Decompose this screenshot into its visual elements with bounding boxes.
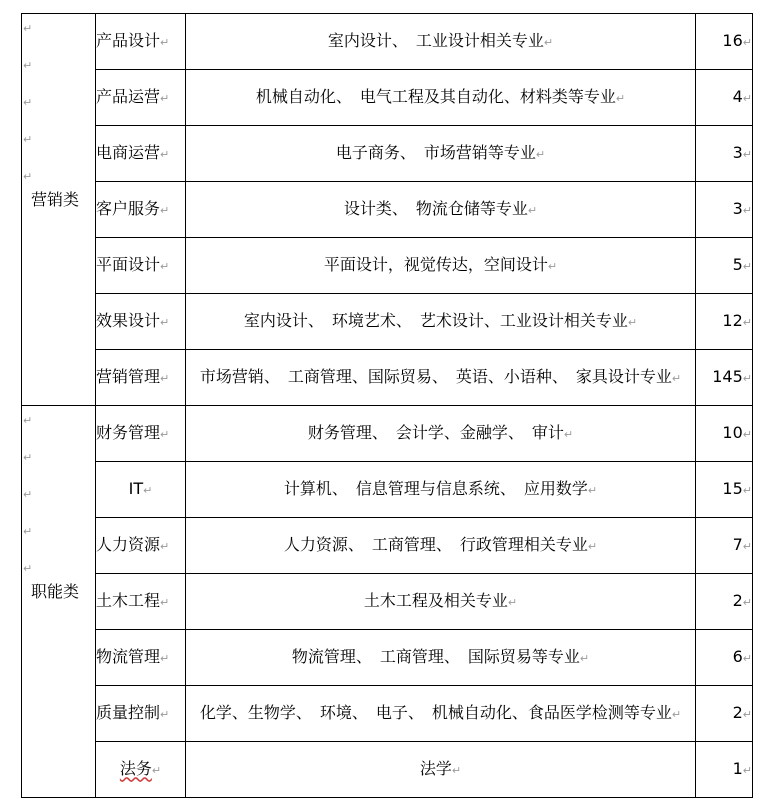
table-row bbox=[22, 126, 753, 182]
paragraph-mark: ↵ bbox=[23, 22, 33, 35]
position-cell: 效果设计↵ bbox=[96, 294, 186, 350]
majors-cell: 人力资源、 工商管理、 行政管理相关专业↵ bbox=[186, 518, 696, 574]
position-cell: 法务↵ bbox=[96, 742, 186, 798]
count-cell: 5↵ bbox=[696, 238, 753, 294]
majors-cell: 化学、生物学、 环境、 电子、 机械自动化、食品医学检测等专业↵ bbox=[186, 686, 696, 742]
paragraph-mark: ↵ bbox=[23, 562, 33, 575]
paragraph-mark: ↵ bbox=[23, 59, 33, 72]
count-cell: 3↵ bbox=[696, 182, 753, 238]
count-cell: 12↵ bbox=[696, 294, 753, 350]
majors-cell: 机械自动化、 电气工程及其自动化、材料类等专业↵ bbox=[186, 70, 696, 126]
paragraph-mark: ↵ bbox=[23, 133, 33, 146]
count-cell: 15↵ bbox=[696, 462, 753, 518]
position-cell: 客户服务↵ bbox=[96, 182, 186, 238]
paragraph-mark: ↵ bbox=[23, 488, 33, 501]
count-cell: 3↵ bbox=[696, 126, 753, 182]
position-cell: 营销管理↵ bbox=[96, 350, 186, 406]
position-cell: IT↵ bbox=[96, 462, 186, 518]
majors-cell: 市场营销、 工商管理、国际贸易、 英语、小语种、 家具设计专业↵ bbox=[186, 350, 696, 406]
count-cell: 10↵ bbox=[696, 406, 753, 462]
position-cell: 产品运营↵ bbox=[96, 70, 186, 126]
majors-cell: 电子商务、 市场营销等专业↵ bbox=[186, 126, 696, 182]
table-row bbox=[22, 350, 753, 406]
count-cell: 145↵ bbox=[696, 350, 753, 406]
count-cell: 2↵ bbox=[696, 686, 753, 742]
table-row bbox=[22, 742, 753, 798]
table-row bbox=[22, 294, 753, 350]
paragraph-mark: ↵ bbox=[23, 525, 33, 538]
table-row bbox=[22, 70, 753, 126]
count-cell: 2↵ bbox=[696, 574, 753, 630]
table-row bbox=[22, 182, 753, 238]
table-row bbox=[22, 686, 753, 742]
majors-cell: 土木工程及相关专业↵ bbox=[186, 574, 696, 630]
table-row bbox=[22, 518, 753, 574]
majors-cell: 室内设计、 工业设计相关专业↵ bbox=[186, 14, 696, 70]
category-cell bbox=[22, 406, 96, 798]
position-cell: 土木工程↵ bbox=[96, 574, 186, 630]
paragraph-mark: ↵ bbox=[23, 414, 33, 427]
table-row bbox=[22, 462, 753, 518]
paragraph-mark: ↵ bbox=[23, 96, 33, 109]
table-row bbox=[22, 406, 753, 462]
table-row bbox=[22, 630, 753, 686]
paragraph-mark: ↵ bbox=[23, 451, 33, 464]
position-cell: 平面设计↵ bbox=[96, 238, 186, 294]
position-cell: 电商运营↵ bbox=[96, 126, 186, 182]
majors-cell: 平面设计，视觉传达，空间设计↵ bbox=[186, 238, 696, 294]
count-cell: 1↵ bbox=[696, 742, 753, 798]
count-cell: 7↵ bbox=[696, 518, 753, 574]
position-cell: 产品设计↵ bbox=[96, 14, 186, 70]
majors-cell: 法学↵ bbox=[186, 742, 696, 798]
position-cell: 财务管理↵ bbox=[96, 406, 186, 462]
count-cell: 4↵ bbox=[696, 70, 753, 126]
category-label: 职能类 bbox=[31, 582, 80, 601]
table-row bbox=[22, 14, 753, 70]
recruitment-table bbox=[21, 13, 753, 798]
majors-cell: 物流管理、 工商管理、 国际贸易等专业↵ bbox=[186, 630, 696, 686]
table-row bbox=[22, 574, 753, 630]
position-cell: 物流管理↵ bbox=[96, 630, 186, 686]
position-cell: 人力资源↵ bbox=[96, 518, 186, 574]
position-cell: 质量控制↵ bbox=[96, 686, 186, 742]
majors-cell: 财务管理、 会计学、金融学、 审计↵ bbox=[186, 406, 696, 462]
majors-cell: 设计类、 物流仓储等专业↵ bbox=[186, 182, 696, 238]
paragraph-mark: ↵ bbox=[23, 170, 33, 183]
count-cell: 16↵ bbox=[696, 14, 753, 70]
majors-cell: 计算机、 信息管理与信息系统、 应用数学↵ bbox=[186, 462, 696, 518]
category-label: 营销类 bbox=[31, 190, 80, 209]
category-cell bbox=[22, 14, 96, 406]
majors-cell: 室内设计、 环境艺术、 艺术设计、工业设计相关专业↵ bbox=[186, 294, 696, 350]
table-row bbox=[22, 238, 753, 294]
count-cell: 6↵ bbox=[696, 630, 753, 686]
